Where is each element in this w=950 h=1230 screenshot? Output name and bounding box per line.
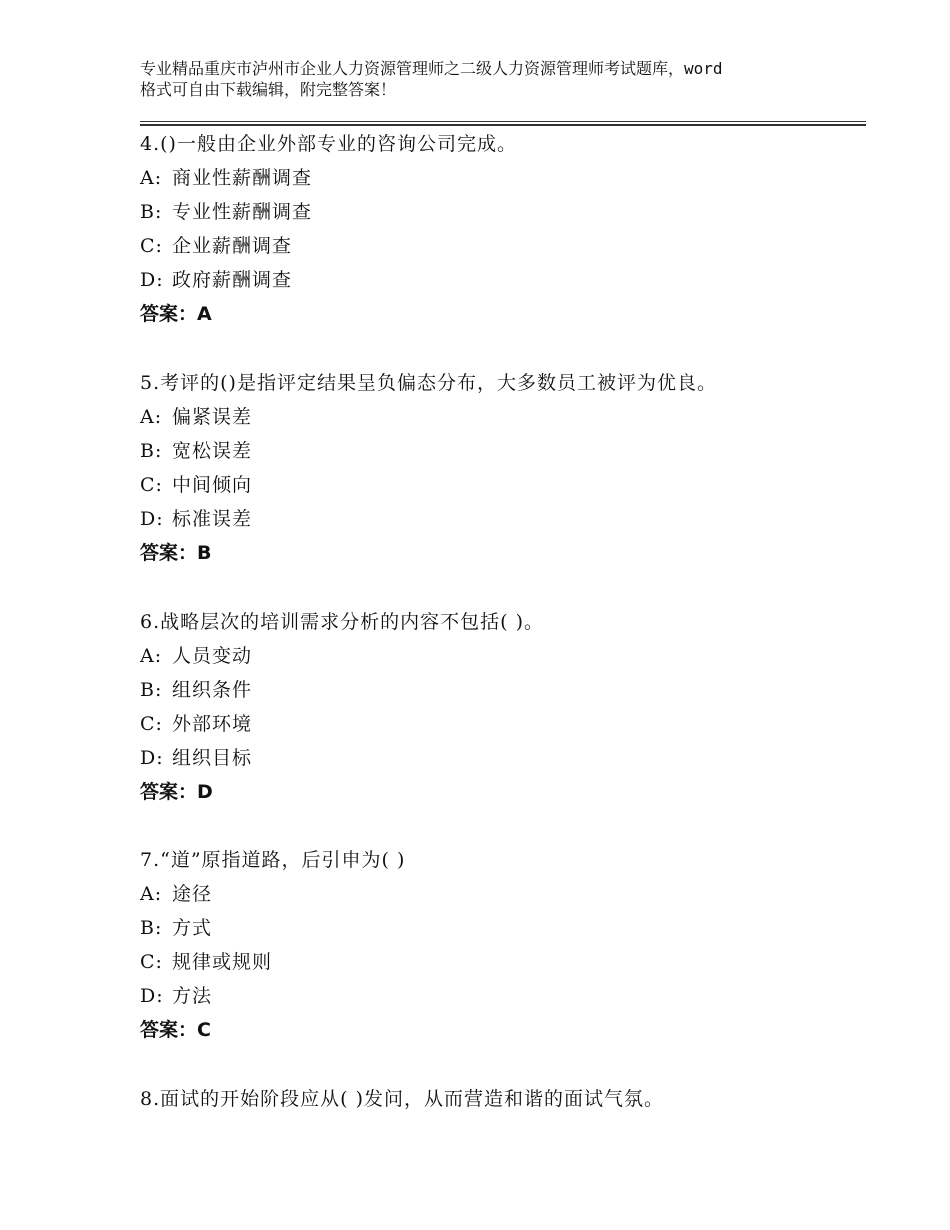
option-b <box>140 673 866 707</box>
option-text: 商业性薪酬调查 <box>172 167 313 189</box>
option-letter: D: <box>140 508 164 530</box>
option-b <box>140 911 866 945</box>
option-text: 途径 <box>172 883 213 905</box>
option-text: 专业性薪酬调查 <box>172 201 313 223</box>
option-text: 标准误差 <box>172 508 253 530</box>
question-stem: 8.面试的开始阶段应从( )发问，从而营造和谐的面试气氛。 <box>140 1088 664 1110</box>
option-c <box>140 945 866 979</box>
option-letter: C: <box>140 713 163 735</box>
option-text: 人员变动 <box>172 645 253 667</box>
question-5 <box>140 366 866 570</box>
option-letter: D: <box>140 269 164 291</box>
option-letter: C: <box>140 474 163 496</box>
question-8 <box>140 1082 866 1116</box>
option-c <box>140 229 866 263</box>
option-a <box>140 400 866 434</box>
option-letter: C: <box>140 951 163 973</box>
question-stem: 7.“道”原指道路，后引申为( ) <box>140 849 406 871</box>
document-header <box>140 58 840 100</box>
option-text: 政府薪酬调查 <box>172 269 293 291</box>
option-letter: A: <box>140 645 163 667</box>
option-letter: B: <box>140 440 163 462</box>
option-b <box>140 434 866 468</box>
option-letter: C: <box>140 235 163 257</box>
question-stem: 6.战略层次的培训需求分析的内容不包括( )。 <box>140 611 544 633</box>
question-7 <box>140 843 866 1047</box>
option-text: 企业薪酬调查 <box>172 235 293 257</box>
header-divider-thick <box>140 124 866 126</box>
option-a <box>140 161 866 195</box>
header-line-1: 专业精品重庆市泸州市企业人力资源管理师之二级人力资源管理师考试题库，word <box>140 59 723 78</box>
option-letter: D: <box>140 985 164 1007</box>
option-text: 方式 <box>172 917 213 939</box>
question-6 <box>140 605 866 809</box>
answer-key: 答案：B <box>140 542 212 564</box>
option-letter: B: <box>140 201 163 223</box>
option-letter: B: <box>140 917 163 939</box>
option-letter: A: <box>140 167 163 189</box>
option-d <box>140 741 866 775</box>
option-c <box>140 707 866 741</box>
option-letter: D: <box>140 747 164 769</box>
option-d <box>140 263 866 297</box>
option-b <box>140 195 866 229</box>
question-4 <box>140 127 866 331</box>
question-stem: 5.考评的()是指评定结果呈负偏态分布，大多数员工被评为优良。 <box>140 372 717 394</box>
option-letter: A: <box>140 883 163 905</box>
answer-key: 答案：D <box>140 781 213 803</box>
option-text: 偏紧误差 <box>172 406 253 428</box>
option-text: 方法 <box>172 985 213 1007</box>
option-a <box>140 877 866 911</box>
question-stem: 4.()一般由企业外部专业的咨询公司完成。 <box>140 133 517 155</box>
option-a <box>140 639 866 673</box>
option-text: 组织条件 <box>172 679 253 701</box>
option-text: 外部环境 <box>172 713 253 735</box>
option-text: 规律或规则 <box>172 951 273 973</box>
header-divider <box>140 121 866 122</box>
option-d <box>140 502 866 536</box>
option-text: 中间倾向 <box>172 474 253 496</box>
answer-key: 答案：C <box>140 1019 211 1041</box>
option-text: 宽松误差 <box>172 440 253 462</box>
option-letter: A: <box>140 406 163 428</box>
option-d <box>140 979 866 1013</box>
option-letter: B: <box>140 679 163 701</box>
option-c <box>140 468 866 502</box>
answer-key: 答案：A <box>140 303 212 325</box>
option-text: 组织目标 <box>172 747 253 769</box>
header-line-2: 格式可自由下载编辑，附完整答案！ <box>140 80 397 99</box>
